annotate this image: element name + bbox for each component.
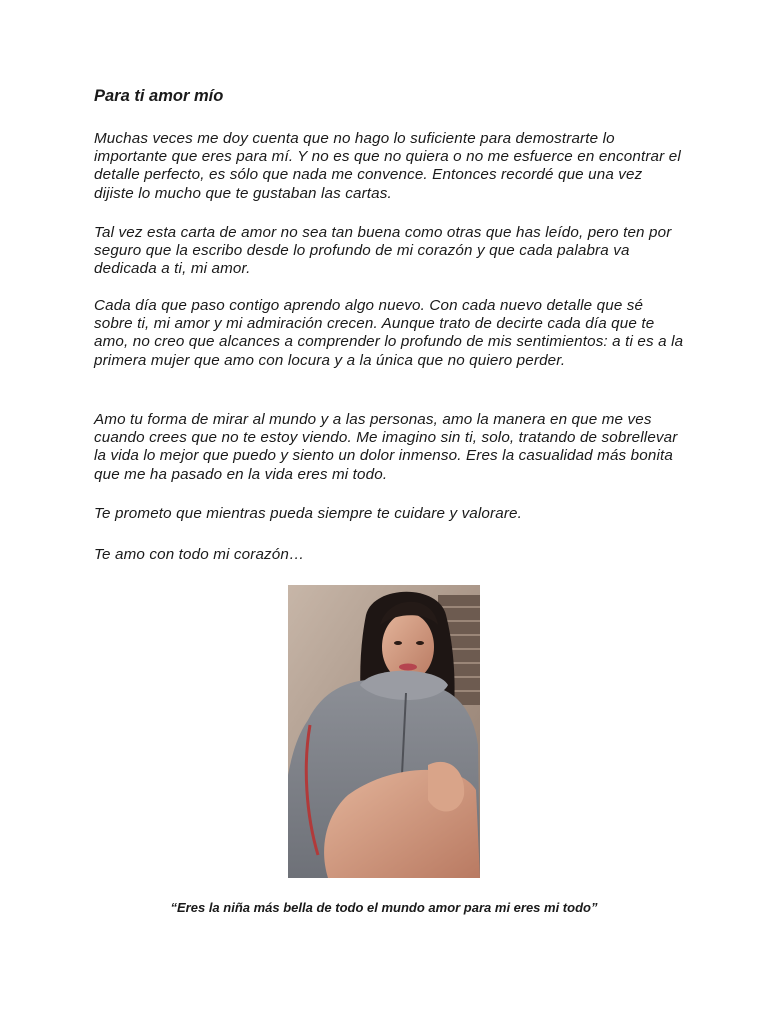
portrait-photo (288, 585, 480, 878)
portrait-illustration (288, 585, 480, 878)
paragraph-1: Muchas veces me doy cuenta que no hago lo suficiente para demostrarte lo importante que eres para mí. Y no es que no quiera o no me esfuerce en encontrar el detalle perfecto, es sólo que nada me convence. Entonces recordé que una vez dijiste lo mucho que te gustaban las cartas. (94, 130, 681, 202)
paragraph-3: Cada día que paso contigo aprendo algo nuevo. Con cada nuevo detalle que sé sobre ti, mi amor y mi admiración crecen. Aunque trato de decirte cada día que te amo, no creo que alcances a comprender lo profundo de mis sentimientos: a ti es a la primera mujer que amo con locura y a la única que no quiero perder. (94, 297, 684, 369)
photo-caption: “Eres la niña más bella de todo el mundo amor para mi eres mi todo” (170, 900, 598, 915)
paragraph-5: Te prometo que mientras pueda siempre te cuidare y valorare. (94, 505, 523, 522)
letter-title: Para ti amor mío (94, 87, 224, 105)
paragraph-6: Te amo con todo mi corazón… (94, 546, 305, 563)
paragraph-2: Tal vez esta carta de amor no sea tan buena como otras que has leído, pero ten por seguro que la escribo desde lo profundo de mi corazón y que cada palabra va dedicada a ti, mi amor. (94, 224, 672, 278)
paragraph-4: Amo tu forma de mirar al mundo y a las personas, amo la manera en que me ves cuando crees que no te estoy viendo. Me imagino sin ti, solo, tratando de sobrellevar la vida lo mejor que puedo y siento un dolor inmenso. Eres la casualidad más bonita que me ha pasado en la vida eres mi todo. (94, 411, 678, 483)
